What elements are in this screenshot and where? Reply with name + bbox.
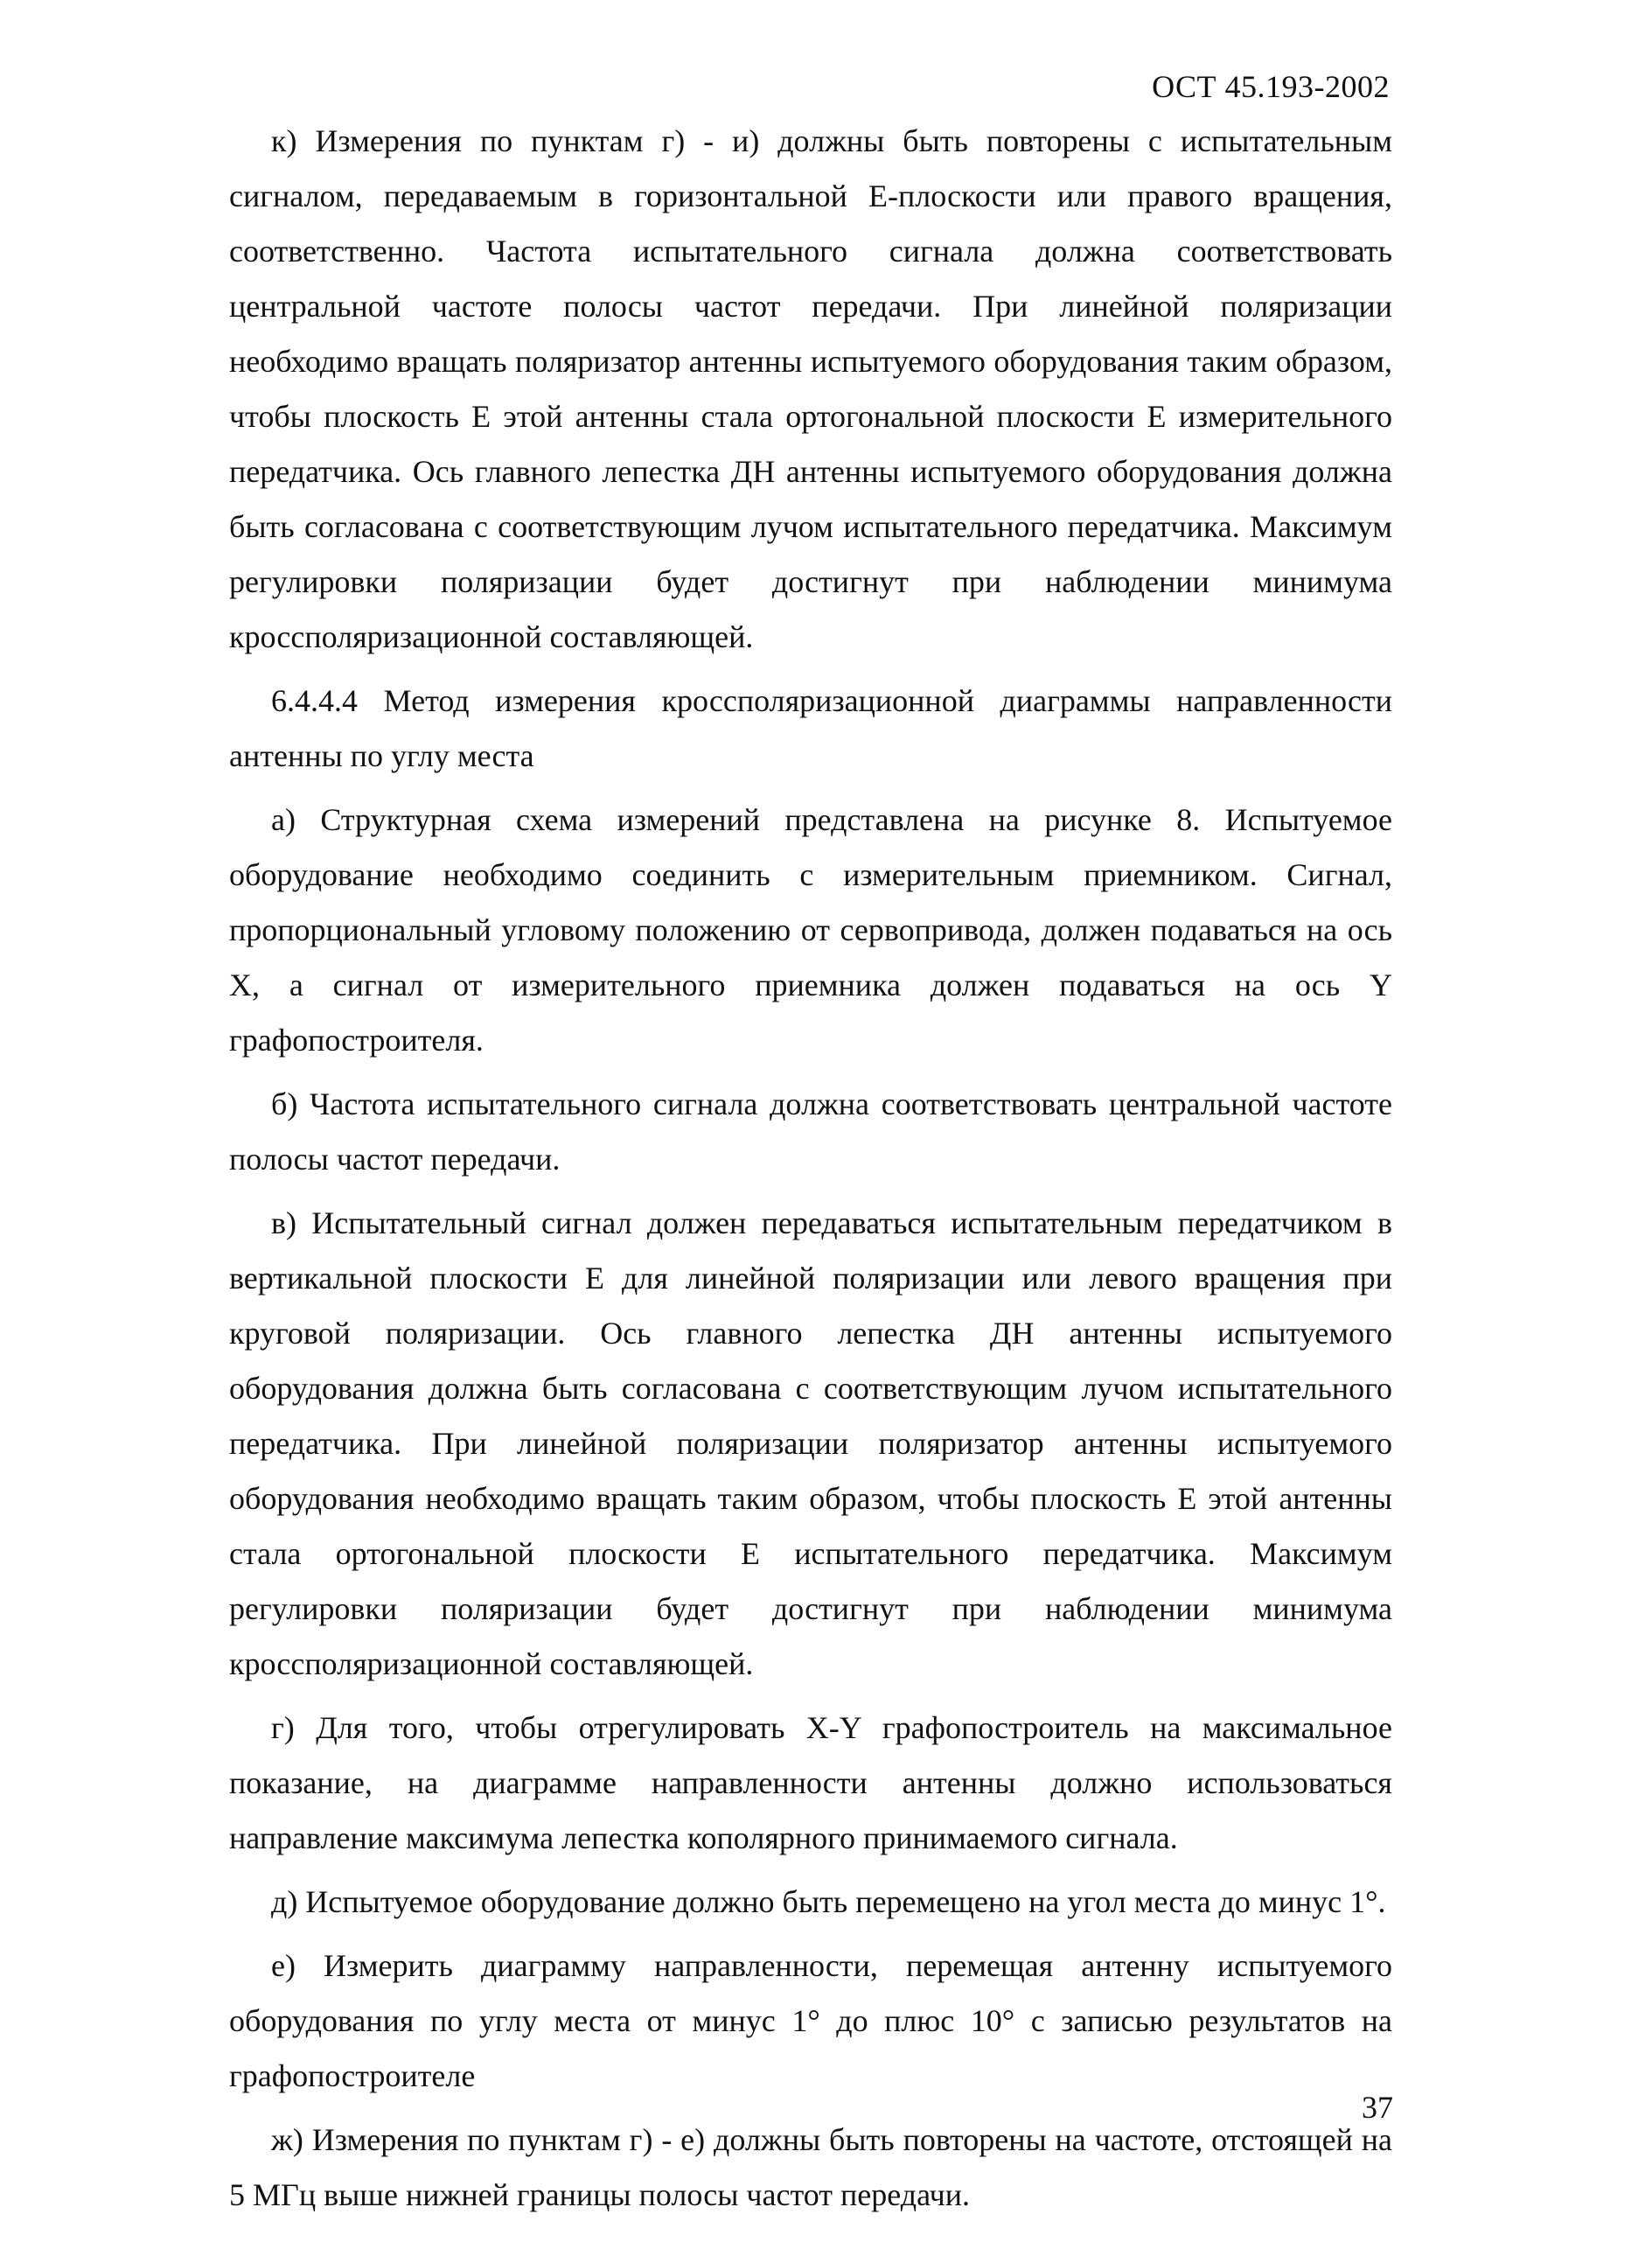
paragraph-e: е) Измерить диаграмму направленности, перемещая антенну испытуемого оборудования по углу места от минус 1° до плюс 10° с записью результатов на графопостроителе [229, 1948, 1392, 2093]
document-code: ОСТ 45.193-2002 [1152, 69, 1390, 104]
page-number: 37 [1362, 2090, 1393, 2125]
paragraph-d: д) Испытуемое оборудование должно быть перемещено на угол места до минус 1°. [271, 1884, 1386, 1919]
paragraph-b: б) Частота испытательного сигнала должна соответствовать центральной частоте полосы частот передачи. [229, 1086, 1392, 1177]
paragraph-a: а) Структурная схема измерений представлена на рисунке 8. Испытуемое оборудование необходимо соединить с измерительным приемником. Сигнал, пропорциональный угловому положению от сервопривода, должен подаваться на ось X, а сигнал от измерительного приемника должен подаваться на ось Y графопостроителя. [229, 802, 1392, 1058]
section-heading-6-4-4-4: 6.4.4.4 Метод измерения кроссполяризационной диаграммы направленности антенны по углу места [229, 683, 1392, 773]
document-body [229, 114, 1392, 2232]
paragraph-k: к) Измерения по пунктам г) - и) должны быть повторены с испытательным сигналом, передаваемым в горизонтальной Е-плоскости или правого вращения, соответственно. Частота испытательного сигнала должна соответствовать центральной частоте полосы частот передачи. При линейной поляризации необходимо вращать поляризатор антенны испытуемого оборудования таким образом, чтобы плоскость Е этой антенны стала ортогональной плоскости Е измерительного передатчика. Ось главного лепестка ДН антенны испытуемого оборудования должна быть согласована с соответствующим лучом испытательного передатчика. Максимум регулировки поляризации будет достигнут при наблюдении минимума кроссполяризационной составляющей. [229, 123, 1392, 654]
paragraph-g: г) Для того, чтобы отрегулировать X-Y графопостроитель на максимальное показание, на диаграмме направленности антенны должно использоваться направление максимума лепестка кополярного принимаемого сигнала. [229, 1710, 1392, 1855]
paragraph-zh: ж) Измерения по пунктам г) - е) должны быть повторены на частоте, отстоящей на 5 МГц выше нижней границы полосы частот передачи. [229, 2122, 1392, 2212]
paragraph-v: в) Испытательный сигнал должен передаваться испытательным передатчиком в вертикальной плоскости Е для линейной поляризации или левого вращения при круговой поляризации. Ось главного лепестка ДН антенны испытуемого оборудования должна быть согласована с соответствующим лучом испытательного передатчика. При линейной поляризации поляризатор антенны испытуемого оборудования необходимо вращать таким образом, чтобы плоскость Е этой антенны стала ортогональной плоскости Е испытательного передатчика. Максимум регулировки поляризации будет достигнут при наблюдении минимума кроссполяризационной составляющей. [229, 1205, 1392, 1681]
